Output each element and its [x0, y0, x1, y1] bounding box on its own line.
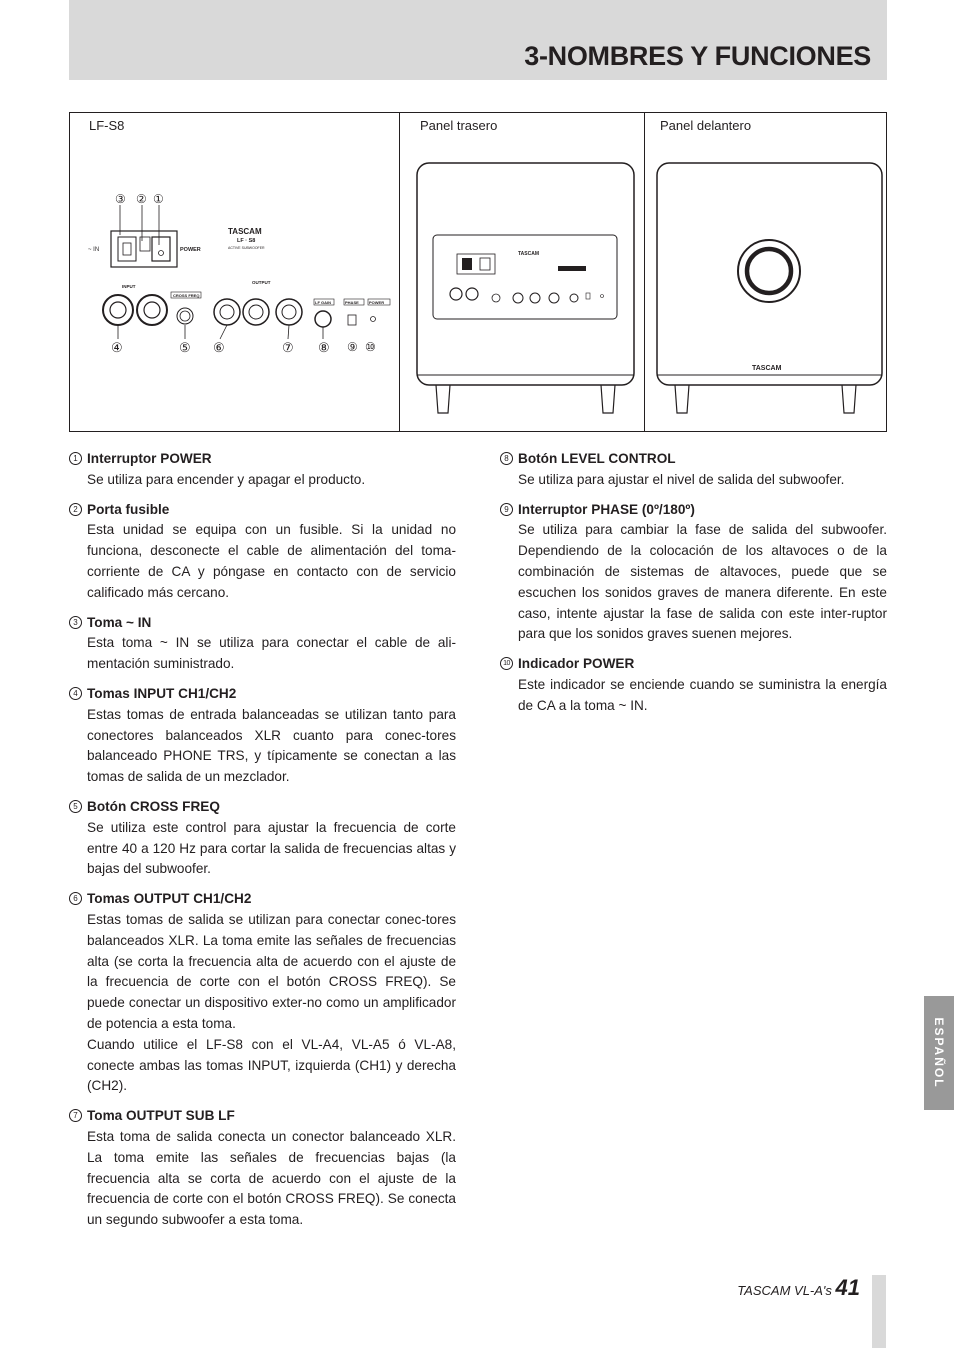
callout-3: ③ [115, 192, 126, 206]
item-number: 3 [69, 616, 82, 629]
front-brand-label: TASCAM [752, 365, 782, 372]
item-1 [69, 449, 456, 491]
callout-1: ① [153, 192, 164, 206]
item-4 [69, 684, 456, 788]
item-body: Esta toma ~ IN se utiliza para conectar el cable de ali-mentación suministrado. [87, 635, 456, 672]
footer-manual-name: TASCAM VL-A's [737, 1283, 836, 1298]
page-title: 3-NOMBRES Y FUNCIONES [524, 41, 871, 71]
item-number: 7 [69, 1109, 82, 1122]
item-title: Tomas OUTPUT CH1/CH2 [87, 891, 252, 907]
item-6 [69, 889, 456, 1097]
figure-panel-lfs8 [70, 113, 400, 431]
model-label: LF · S8 [237, 238, 256, 244]
brand-label: TASCAM [228, 227, 262, 236]
item-title: Interruptor PHASE (0º/180º) [518, 501, 695, 517]
header-band [69, 0, 887, 80]
description-column-right [500, 449, 887, 726]
item-title: Toma ~ IN [87, 614, 152, 630]
item-9 [500, 500, 887, 646]
language-tab [924, 996, 954, 1110]
item-number: 9 [500, 503, 513, 516]
item-7 [69, 1106, 456, 1231]
level-label: LF GAIN [315, 300, 331, 305]
input-label: INPUT [122, 284, 136, 289]
item-body: Esta toma de salida conecta un conector balanceado XLR. La toma emite las señales de frecuencias bajas (la frecuencia alta se corta de acuerdo con el ajuste de la frecuencia de corte con el botón CROSS FREQ). Se conecta un segundo subwoofer a esta toma. [87, 1128, 456, 1228]
item-number: 8 [500, 452, 513, 465]
item-number: 4 [69, 687, 82, 700]
rear-brand-label: TASCAM [518, 251, 540, 257]
ac-in-label: ~ IN [88, 247, 100, 253]
item-10 [500, 654, 887, 716]
item-body: Se utiliza este control para ajustar la frecuencia de corte entre 40 a 120 Hz para cortar la salida de frecuencias altas y bajas del subwoofer. [87, 819, 456, 877]
callout-4: ④ [111, 340, 123, 355]
description-column-left [69, 449, 456, 1240]
panel-label-front: Panel delantero [660, 118, 752, 133]
callout-7: ⑦ [282, 340, 294, 355]
item-title: Botón LEVEL CONTROL [518, 451, 676, 466]
item-body: Se utiliza para cambiar la fase de salida del subwoofer. Dependiendo de la colocación de los altavoces o de la combinación de sistemas de altavoces, puede que se escuchen los sonidos graves de manera diferente. En este caso, intente ajustar la fase de salida con este inter-ruptor para que los sonidos graves suenen mejores. [518, 522, 887, 642]
power-switch-label: POWER [180, 247, 201, 253]
item-title: Tomas INPUT CH1/CH2 [87, 685, 237, 701]
footer-bar [872, 1275, 886, 1348]
callout-8: ⑧ [318, 340, 330, 355]
item-number: 1 [69, 452, 82, 465]
item-number: 10 [500, 657, 513, 670]
item-title: Interruptor POWER [87, 451, 212, 466]
figure-panel-front [645, 113, 888, 431]
item-number: 2 [69, 503, 82, 516]
page-number: 41 [835, 1275, 860, 1300]
item-title: Botón CROSS FREQ [87, 798, 220, 814]
panel-label-lfs8: LF-S8 [89, 118, 125, 133]
item-body: Estas tomas de entrada balanceadas se utilizan tanto para conectores balanceados XLR cuanto para conec-tores balanceado PHONE TRS, y típicamente se conectan a las tomas de salida de un mezclador. [87, 706, 456, 785]
item-body: Esta unidad se equipa con un fusible. Si la unidad no funciona, desconecte el cable de alimentación del toma-corriente de CA y póngase en contacto con de servicio calificado más cercano. [87, 522, 456, 600]
item-body: Estas tomas de salida se utilizan para conectar conec-tores balanceados XLR. La toma emite las señales de frecuencias alta (se corta la frecuencia alta de acuerdo con el ajuste de la frecuencia de corte con el botón CROSS FREQ). Se puede conectar un dispositivo exter-no como un amplificador de potencia a esta toma. Cuando utilice el LF-S8 con el VL-A4, VL-A5 ó VL-A8, conecte ambas las tomas INPUT, izquierda (CH1) y derecha (CH2). [87, 911, 456, 1094]
power-led-label: POWER [369, 300, 385, 305]
item-2 [69, 500, 456, 604]
callout-10: ⑩ [365, 340, 376, 354]
item-5 [69, 797, 456, 880]
front-panel-diagram [645, 113, 888, 431]
item-body: Este indicador se enciende cuando se suministra la energía de CA a la toma ~ IN. [518, 676, 887, 713]
callout-5: ⑤ [179, 340, 191, 355]
subtitle-label: ACTIVE SUBWOOFER [228, 246, 265, 250]
item-body: Se utiliza para ajustar el nivel de salida del subwoofer. [518, 471, 845, 487]
callout-2: ② [136, 192, 147, 206]
footer [737, 1275, 860, 1301]
phase-label: PHASE [345, 300, 359, 305]
item-3 [69, 613, 456, 675]
item-8 [500, 449, 887, 491]
callout-6: ⑥ [213, 340, 225, 355]
item-number: 5 [69, 800, 82, 813]
item-title: Indicador POWER [518, 656, 635, 672]
language-tab-label: ESPAÑOL [932, 1017, 946, 1089]
item-title: Toma OUTPUT SUB LF [87, 1108, 235, 1124]
item-title: Porta fusible [87, 501, 170, 517]
cross-freq-label: CROSS FREQ [173, 293, 200, 298]
panel-label-rear: Panel trasero [420, 118, 498, 133]
item-number: 6 [69, 892, 82, 905]
rear-panel-diagram [400, 113, 645, 431]
callout-9: ⑨ [347, 340, 358, 354]
rear-panel-detail-diagram [70, 113, 400, 431]
output-label: OUTPUT [252, 280, 271, 285]
item-body: Se utiliza para encender y apagar el producto. [87, 471, 366, 487]
figure-panel-rear [400, 113, 645, 431]
figure-table [69, 112, 887, 432]
